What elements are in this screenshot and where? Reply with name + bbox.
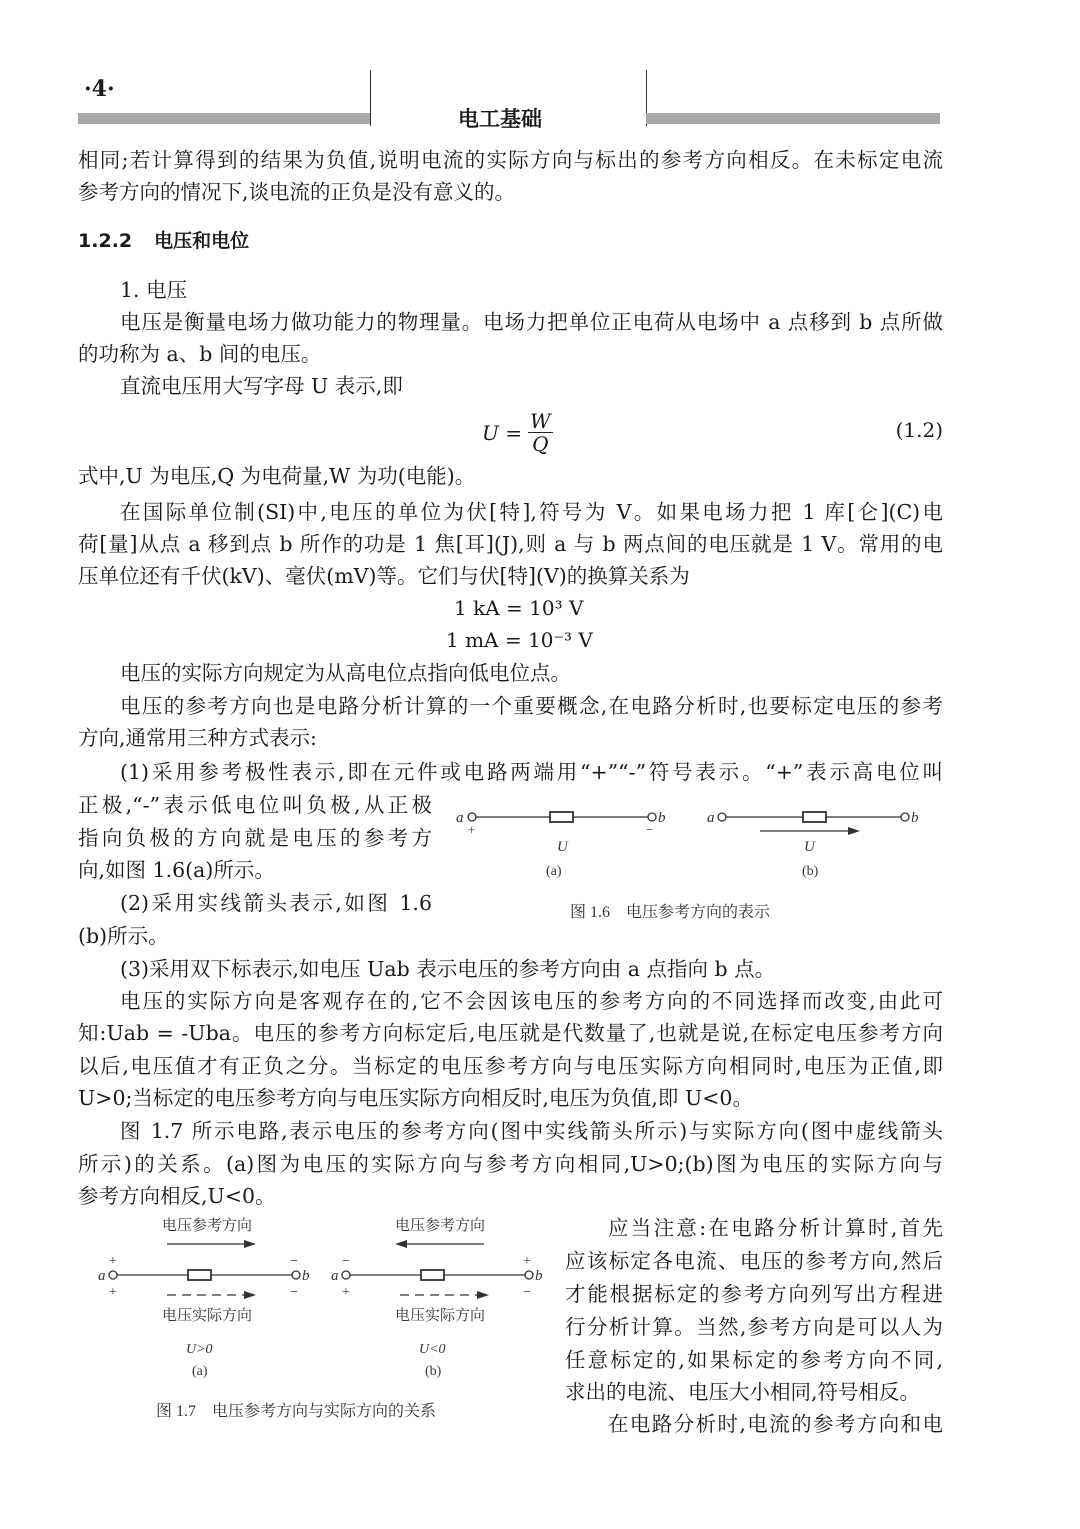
figure-caption: 图 1.7 电压参考方向与实际方向的关系 (156, 1403, 437, 1420)
label-a: a (456, 810, 464, 826)
minus-sign: − (290, 1285, 298, 1300)
text-line: 参考方向的情况下,谈电流的正负是没有意义的。 (78, 180, 516, 204)
formula-numerator: W (529, 409, 551, 433)
terminal-a (468, 813, 476, 821)
resistor (803, 812, 826, 822)
terminal-b (525, 1271, 533, 1279)
page-number: ·4· (84, 76, 115, 102)
label-b: b (658, 810, 666, 826)
text-line: 求出的电流、电压大小相同,符号相反。 (565, 1380, 921, 1404)
subsection-heading: 1. 电压 (120, 278, 188, 302)
text-line: 参考方向相反,U<0。 (78, 1184, 276, 1208)
reference-label: 电压参考方向 (162, 1218, 253, 1234)
plus-sign: + (342, 1285, 350, 1300)
label-b: b (302, 1268, 310, 1284)
text-line: 荷[量]从点 a 移到点 b 所作的功是 1 焦[耳](J),则 a 与 b 两点间的电压就是 1 V。常用的电 (78, 532, 943, 556)
conversion-kv: 1 kA = 10³ V (454, 596, 584, 620)
plus-sign: + (523, 1254, 531, 1269)
text-line: U>0;当标定的电压参考方向与电压实际方向相反时,电压为负值,即 U<0。 (78, 1086, 753, 1110)
arrow-head (244, 1291, 256, 1299)
text-line: 才能根据标定的参考方向列写出方程进 (565, 1282, 943, 1306)
text-line: 任意标定的,如果标定的参考方向不同, (565, 1348, 943, 1372)
section-number: 1.2.2 (78, 230, 133, 252)
plus-sign: + (468, 822, 476, 837)
conversion-mv: 1 mA = 10⁻³ V (446, 628, 593, 652)
arrow-head (848, 827, 860, 835)
text-line: 行分析计算。当然,参考方向是可以人为 (565, 1315, 943, 1339)
sub-label-a: (a) (546, 864, 562, 879)
text-line: 所示)的关系。(a)图为电压的实际方向与参考方向相同,U>0;(b)图为电压的实际方向与 (78, 1152, 943, 1176)
text-line: 方向,通常用三种方式表示: (78, 726, 317, 750)
text-line: 知:Uab = -Uba。电压的参考方向标定后,电压就是代数量了,也就是说,在标定电压参考方向 (78, 1021, 943, 1045)
text-line: (3)采用双下标表示,如电压 Uab 表示电压的参考方向由 a 点指向 b 点。 (120, 957, 776, 981)
sub-label-a: (a) (192, 1364, 208, 1379)
label-b: b (911, 810, 919, 826)
text-line: 指向负极的方向就是电压的参考方 (78, 826, 432, 850)
label-u: U (557, 839, 568, 855)
figure-caption: 图 1.6 电压参考方向的表示 (570, 904, 771, 921)
text-line: 在电路分析时,电流的参考方向和电 (608, 1412, 943, 1436)
text-line: 在国际单位制(SI)中,电压的单位为伏[特],符号为 V。如果电场力把 1 库[仑](C)电 (120, 500, 943, 524)
text-line: 向,如图 1.6(a)所示。 (78, 858, 275, 882)
resistor (188, 1270, 211, 1280)
label-a: a (707, 810, 715, 826)
sub-label-b: (b) (802, 864, 819, 879)
text-line: 以后,电压值才有正负之分。当标定的电压参考方向与电压实际方向相同时,电压为正值,即 (78, 1054, 943, 1078)
terminal-a (109, 1271, 117, 1279)
label-a: a (98, 1268, 106, 1284)
terminal-b (292, 1271, 300, 1279)
section-title: 电压和电位 (154, 230, 250, 252)
text-line: 压单位还有千伏(kV)、毫伏(mV)等。它们与伏[特](V)的换算关系为 (78, 564, 690, 588)
plus-sign: + (109, 1254, 117, 1269)
minus-sign: − (290, 1254, 298, 1269)
minus-sign: − (523, 1285, 531, 1300)
terminal-a (342, 1271, 350, 1279)
text-line: (b)所示。 (78, 924, 169, 948)
text-line: (1)采用参考极性表示,即在元件或电路两端用“+”“-”符号表示。“+”表示高电位叫 (120, 760, 943, 784)
formula-number: (1.2) (895, 418, 943, 442)
terminal-a (718, 813, 726, 821)
terminal-b (901, 813, 909, 821)
text-line: 式中,U 为电压,Q 为电荷量,W 为功(电能)。 (78, 464, 476, 488)
formula-denominator: Q (532, 432, 549, 456)
figure-1-7 (0, 1200, 560, 1430)
sub-label-b: (b) (425, 1364, 442, 1379)
text-line: 电压的参考方向也是电路分析计算的一个重要概念,在电路分析时,也要标定电压的参考 (120, 694, 943, 718)
condition-b: U<0 (419, 1342, 446, 1357)
text-line: 电压是衡量电场力做功能力的物理量。电场力把单位正电荷从电场中 a 点移到 b 点所做 (120, 310, 943, 334)
terminal-b (648, 813, 656, 821)
label-u: U (804, 839, 815, 855)
text-line: 直流电压用大写字母 U 表示,即 (120, 374, 403, 398)
text-line: 电压的实际方向规定为从高电位点指向低电位点。 (120, 661, 571, 685)
minus-sign: − (646, 822, 654, 837)
text-line: 图 1.7 所示电路,表示电压的参考方向(图中实线箭头所示)与实际方向(图中虚线箭头 (120, 1119, 943, 1143)
plus-sign: + (109, 1285, 117, 1300)
arrow-head (244, 1240, 256, 1248)
label-b: b (535, 1268, 543, 1284)
text-line: 的功称为 a、b 间的电压。 (78, 342, 322, 366)
actual-label: 电压实际方向 (395, 1308, 486, 1324)
text-line: 相同;若计算得到的结果为负值,说明电流的实际方向与标出的参考方向相反。在未标定电流 (78, 148, 943, 172)
text-line: (2)采用实线箭头表示,如图 1.6 (120, 891, 432, 915)
text-line: 应该标定各电流、电压的参考方向,然后 (565, 1249, 943, 1273)
formula-lhs: U = (482, 420, 522, 445)
actual-label: 电压实际方向 (162, 1308, 253, 1324)
book-title: 电工基础 (458, 107, 542, 131)
condition-a: U>0 (186, 1342, 213, 1357)
minus-sign: − (342, 1254, 350, 1269)
text-line: 电压的实际方向是客观存在的,它不会因该电压的参考方向的不同选择而改变,由此可 (120, 989, 943, 1013)
label-a: a (331, 1268, 339, 1284)
resistor (550, 812, 573, 822)
arrow-head (477, 1291, 489, 1299)
reference-label: 电压参考方向 (395, 1218, 486, 1234)
resistor (421, 1270, 444, 1280)
text-line: 应当注意:在电路分析计算时,首先 (608, 1216, 943, 1240)
arrow-head (395, 1240, 407, 1248)
text-line: 正极,“-”表示低电位叫负极,从正极 (78, 793, 432, 817)
